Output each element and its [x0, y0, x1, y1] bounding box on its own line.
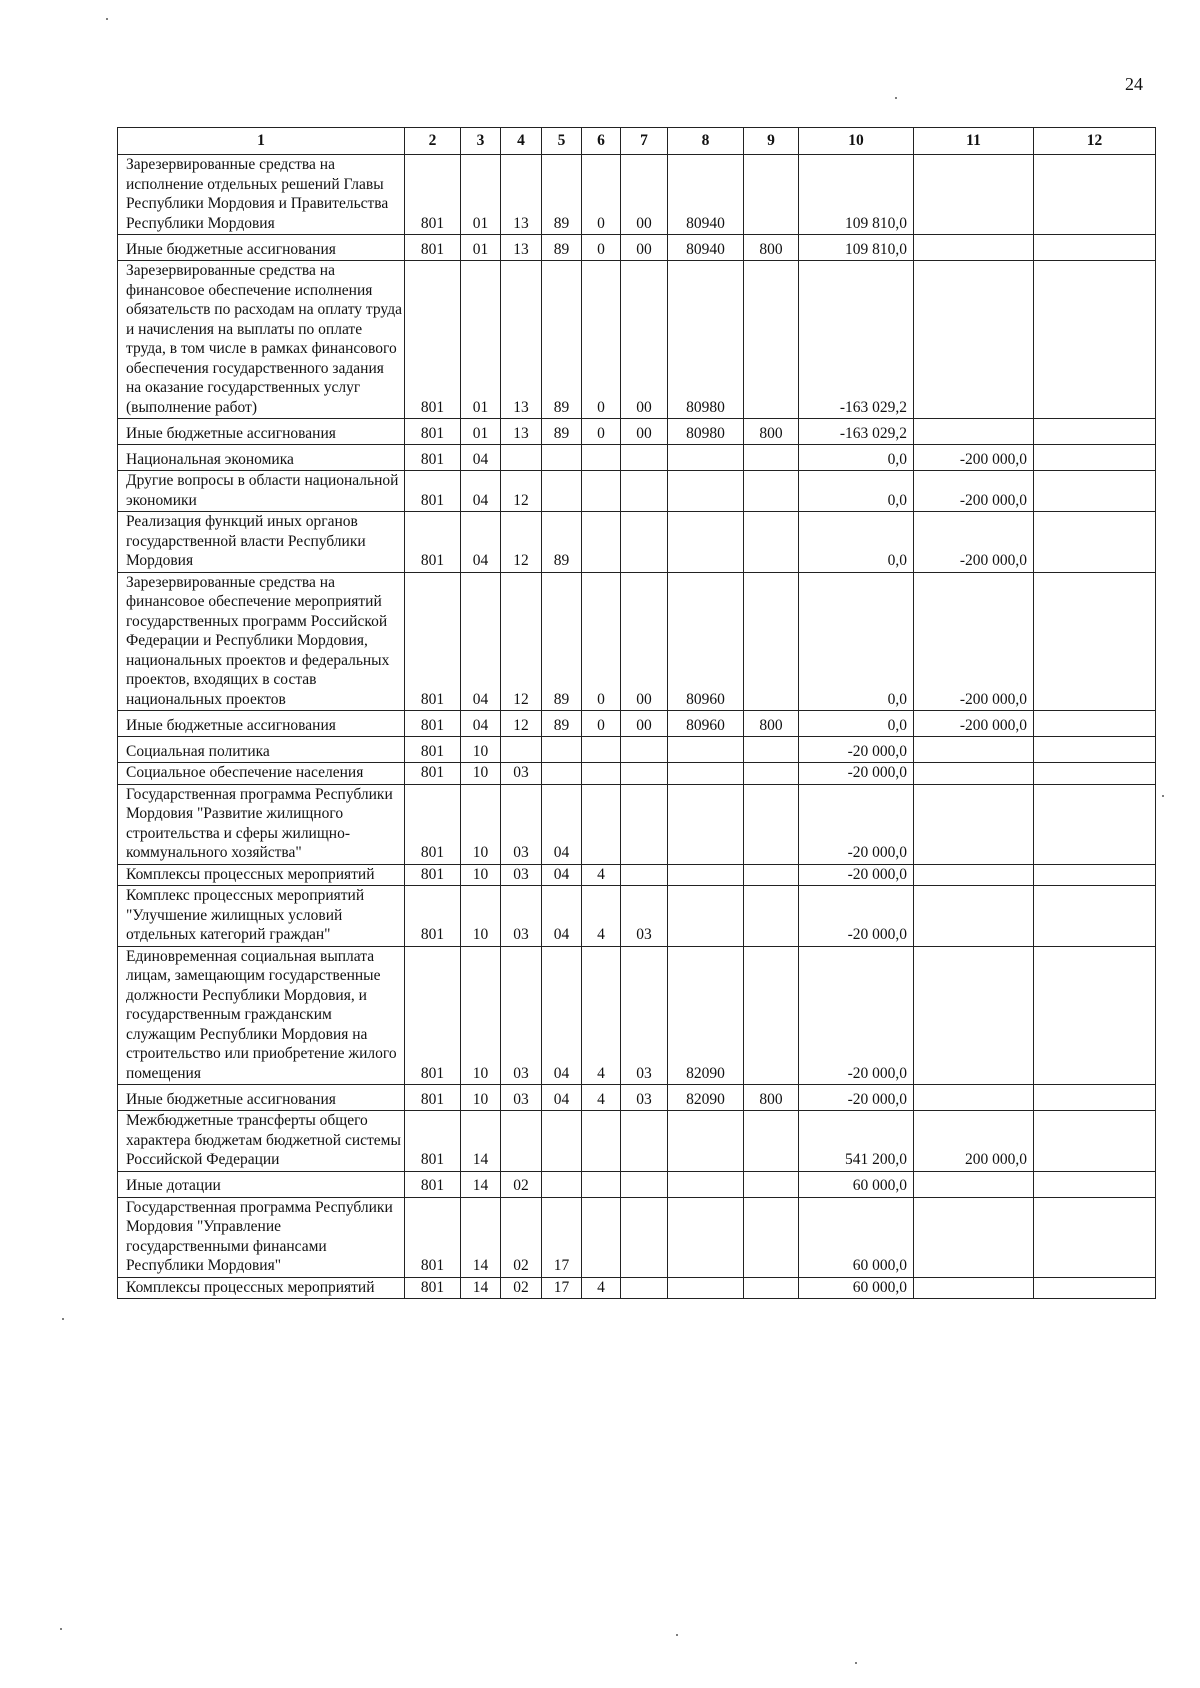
amount-2026-cell — [1034, 1277, 1156, 1299]
amount-2024-cell: 0,0 — [799, 572, 914, 711]
expense-type-code-cell — [744, 946, 799, 1085]
amount-2024-cell: -20 000,0 — [799, 886, 914, 947]
direction-code-cell — [668, 763, 744, 785]
amount-2024-cell: 109 810,0 — [799, 235, 914, 261]
direction-code-cell — [668, 784, 744, 864]
amount-2025-cell — [914, 1171, 1034, 1197]
row-name: Комплексы процессных мероприятий — [118, 1277, 405, 1299]
admin-code-cell: 801 — [405, 261, 461, 419]
amount-2026-cell — [1034, 711, 1156, 737]
amount-2025-cell — [914, 1085, 1034, 1111]
event-code-cell — [621, 1171, 668, 1197]
program-code-cell — [542, 445, 582, 471]
program-code-cell: 89 — [542, 572, 582, 711]
subsection-code-cell: 03 — [501, 886, 542, 947]
program-code-cell: 17 — [542, 1277, 582, 1299]
row-name: Комплексы процессных мероприятий — [118, 864, 405, 886]
amount-2025-cell: -200 000,0 — [914, 711, 1034, 737]
direction-code-cell: 80980 — [668, 419, 744, 445]
row-name: Другие вопросы в области национальной экономики — [118, 471, 405, 512]
column-header-7: 7 — [621, 128, 668, 155]
row-name: Единовременная социальная выплата лицам, замещающим государственные должности Республики Мордовия, и государственным гражданским служащим Республики Мордовия на строительство или приобретение жилого помещения — [118, 946, 405, 1085]
event-code-cell — [621, 1277, 668, 1299]
table-row — [118, 737, 1156, 763]
subprogram-code-cell — [582, 445, 621, 471]
table-row — [118, 763, 1156, 785]
subsection-code-cell: 13 — [501, 235, 542, 261]
admin-code-cell: 801 — [405, 572, 461, 711]
table-row — [118, 711, 1156, 737]
program-code-cell: 04 — [542, 886, 582, 947]
direction-code-cell — [668, 864, 744, 886]
expense-type-code-cell — [744, 864, 799, 886]
subprogram-code-cell: 4 — [582, 1277, 621, 1299]
row-name: Иные бюджетные ассигнования — [118, 235, 405, 261]
subsection-code-cell: 03 — [501, 946, 542, 1085]
amount-2024-cell: -20 000,0 — [799, 763, 914, 785]
amount-2025-cell — [914, 737, 1034, 763]
amount-2025-cell: -200 000,0 — [914, 471, 1034, 512]
subprogram-code-cell: 0 — [582, 155, 621, 235]
subprogram-code-cell — [582, 763, 621, 785]
table-row — [118, 512, 1156, 573]
column-header-10: 10 — [799, 128, 914, 155]
table-row — [118, 261, 1156, 419]
amount-2025-cell — [914, 155, 1034, 235]
admin-code-cell: 801 — [405, 235, 461, 261]
section-code-cell: 04 — [461, 512, 501, 573]
subsection-code-cell: 03 — [501, 864, 542, 886]
expense-type-code-cell — [744, 572, 799, 711]
subsection-code-cell: 02 — [501, 1171, 542, 1197]
section-code-cell: 04 — [461, 711, 501, 737]
event-code-cell — [621, 512, 668, 573]
column-header-5: 5 — [542, 128, 582, 155]
expense-type-code-cell — [744, 886, 799, 947]
expense-type-code-cell — [744, 155, 799, 235]
expense-type-code-cell — [744, 445, 799, 471]
row-name: Реализация функций иных органов государственной власти Республики Мордовия — [118, 512, 405, 573]
amount-2026-cell — [1034, 261, 1156, 419]
section-code-cell: 14 — [461, 1111, 501, 1172]
subsection-code-cell: 12 — [501, 711, 542, 737]
table-body — [118, 155, 1156, 1299]
event-code-cell — [621, 784, 668, 864]
amount-2026-cell — [1034, 946, 1156, 1085]
program-code-cell — [542, 737, 582, 763]
event-code-cell: 00 — [621, 572, 668, 711]
row-name: Социальное обеспечение населения — [118, 763, 405, 785]
budget-table-container — [117, 127, 1156, 1299]
event-code-cell: 00 — [621, 711, 668, 737]
section-code-cell: 04 — [461, 471, 501, 512]
scan-speck — [895, 97, 897, 99]
section-code-cell: 01 — [461, 419, 501, 445]
admin-code-cell: 801 — [405, 886, 461, 947]
subsection-code-cell: 03 — [501, 784, 542, 864]
program-code-cell: 04 — [542, 864, 582, 886]
amount-2024-cell: -163 029,2 — [799, 419, 914, 445]
admin-code-cell: 801 — [405, 763, 461, 785]
column-header-4: 4 — [501, 128, 542, 155]
subsection-code-cell: 13 — [501, 419, 542, 445]
subprogram-code-cell: 0 — [582, 419, 621, 445]
subprogram-code-cell: 4 — [582, 886, 621, 947]
admin-code-cell: 801 — [405, 419, 461, 445]
section-code-cell: 10 — [461, 784, 501, 864]
expense-type-code-cell: 800 — [744, 711, 799, 737]
program-code-cell: 17 — [542, 1197, 582, 1277]
subsection-code-cell — [501, 737, 542, 763]
table-row — [118, 886, 1156, 947]
row-name: Иные бюджетные ассигнования — [118, 419, 405, 445]
event-code-cell — [621, 1111, 668, 1172]
admin-code-cell: 801 — [405, 737, 461, 763]
table-row — [118, 1171, 1156, 1197]
table-row — [118, 235, 1156, 261]
row-name: Межбюджетные трансферты общего характера бюджетам бюджетной системы Российской Федерации — [118, 1111, 405, 1172]
subsection-code-cell — [501, 1111, 542, 1172]
subsection-code-cell: 03 — [501, 1085, 542, 1111]
subprogram-code-cell — [582, 1197, 621, 1277]
amount-2025-cell — [914, 864, 1034, 886]
event-code-cell: 03 — [621, 1085, 668, 1111]
row-name: Зарезервированные средства на исполнение отдельных решений Главы Республики Мордовия и Правительства Республики Мордовия — [118, 155, 405, 235]
amount-2024-cell: -20 000,0 — [799, 1085, 914, 1111]
scan-speck — [676, 1634, 678, 1636]
direction-code-cell — [668, 512, 744, 573]
subprogram-code-cell: 4 — [582, 864, 621, 886]
amount-2026-cell — [1034, 512, 1156, 573]
amount-2025-cell: 200 000,0 — [914, 1111, 1034, 1172]
subprogram-code-cell — [582, 471, 621, 512]
subprogram-code-cell — [582, 1171, 621, 1197]
section-code-cell: 14 — [461, 1197, 501, 1277]
amount-2024-cell: 0,0 — [799, 445, 914, 471]
amount-2025-cell: -200 000,0 — [914, 445, 1034, 471]
program-code-cell: 89 — [542, 419, 582, 445]
event-code-cell — [621, 445, 668, 471]
program-code-cell: 89 — [542, 155, 582, 235]
column-header-11: 11 — [914, 128, 1034, 155]
amount-2026-cell — [1034, 1111, 1156, 1172]
column-header-2: 2 — [405, 128, 461, 155]
event-code-cell: 00 — [621, 419, 668, 445]
section-code-cell: 10 — [461, 737, 501, 763]
amount-2024-cell: 541 200,0 — [799, 1111, 914, 1172]
direction-code-cell: 80960 — [668, 572, 744, 711]
amount-2024-cell: -20 000,0 — [799, 946, 914, 1085]
direction-code-cell — [668, 1197, 744, 1277]
expense-type-code-cell — [744, 261, 799, 419]
admin-code-cell: 801 — [405, 784, 461, 864]
table-row — [118, 1085, 1156, 1111]
section-code-cell: 04 — [461, 572, 501, 711]
admin-code-cell: 801 — [405, 155, 461, 235]
subprogram-code-cell: 0 — [582, 711, 621, 737]
amount-2026-cell — [1034, 886, 1156, 947]
program-code-cell — [542, 471, 582, 512]
amount-2026-cell — [1034, 1197, 1156, 1277]
direction-code-cell — [668, 1111, 744, 1172]
program-code-cell: 04 — [542, 946, 582, 1085]
section-code-cell: 04 — [461, 445, 501, 471]
subsection-code-cell — [501, 445, 542, 471]
column-header-8: 8 — [668, 128, 744, 155]
amount-2024-cell: 60 000,0 — [799, 1197, 914, 1277]
expense-type-code-cell — [744, 1197, 799, 1277]
row-name: Национальная экономика — [118, 445, 405, 471]
amount-2024-cell: 0,0 — [799, 711, 914, 737]
expense-type-code-cell — [744, 1277, 799, 1299]
expense-type-code-cell — [744, 512, 799, 573]
direction-code-cell: 80960 — [668, 711, 744, 737]
admin-code-cell: 801 — [405, 1277, 461, 1299]
scan-speck — [60, 1628, 62, 1630]
admin-code-cell: 801 — [405, 711, 461, 737]
row-name: Социальная политика — [118, 737, 405, 763]
amount-2025-cell — [914, 1197, 1034, 1277]
subsection-code-cell: 02 — [501, 1277, 542, 1299]
subsection-code-cell: 12 — [501, 512, 542, 573]
amount-2026-cell — [1034, 784, 1156, 864]
program-code-cell — [542, 1171, 582, 1197]
row-name: Государственная программа Республики Мордовия "Управление государственными финансами Республики Мордовия" — [118, 1197, 405, 1277]
amount-2026-cell — [1034, 763, 1156, 785]
subprogram-code-cell — [582, 784, 621, 864]
amount-2026-cell — [1034, 235, 1156, 261]
direction-code-cell — [668, 737, 744, 763]
scan-speck — [855, 1662, 857, 1664]
program-code-cell: 89 — [542, 235, 582, 261]
direction-code-cell: 80940 — [668, 235, 744, 261]
section-code-cell: 10 — [461, 946, 501, 1085]
amount-2024-cell: -20 000,0 — [799, 864, 914, 886]
direction-code-cell — [668, 471, 744, 512]
program-code-cell — [542, 763, 582, 785]
event-code-cell — [621, 763, 668, 785]
table-row — [118, 1197, 1156, 1277]
subprogram-code-cell: 4 — [582, 946, 621, 1085]
amount-2026-cell — [1034, 155, 1156, 235]
scan-speck — [106, 18, 108, 20]
admin-code-cell: 801 — [405, 512, 461, 573]
subprogram-code-cell — [582, 1111, 621, 1172]
amount-2024-cell: 60 000,0 — [799, 1277, 914, 1299]
column-header-1: 1 — [118, 128, 405, 155]
column-header-9: 9 — [744, 128, 799, 155]
event-code-cell: 00 — [621, 155, 668, 235]
expense-type-code-cell — [744, 784, 799, 864]
subsection-code-cell: 13 — [501, 155, 542, 235]
program-code-cell: 89 — [542, 711, 582, 737]
direction-code-cell — [668, 886, 744, 947]
amount-2024-cell: 0,0 — [799, 471, 914, 512]
column-header-12: 12 — [1034, 128, 1156, 155]
expense-type-code-cell — [744, 763, 799, 785]
subprogram-code-cell — [582, 737, 621, 763]
table-row — [118, 155, 1156, 235]
expense-type-code-cell — [744, 471, 799, 512]
amount-2025-cell — [914, 261, 1034, 419]
direction-code-cell: 80980 — [668, 261, 744, 419]
amount-2024-cell: -163 029,2 — [799, 261, 914, 419]
amount-2025-cell: -200 000,0 — [914, 512, 1034, 573]
table-row — [118, 1111, 1156, 1172]
row-name: Зарезервированные средства на финансовое обеспечение исполнения обязательств по расходам на оплату труда и начисления на выплаты по оплате труда, в том числе в рамках финансового обеспечения государственного задания на оказание государственных услуг (выполнение работ) — [118, 261, 405, 419]
scan-speck — [1162, 795, 1164, 797]
amount-2024-cell: -20 000,0 — [799, 737, 914, 763]
table-row — [118, 419, 1156, 445]
program-code-cell: 89 — [542, 512, 582, 573]
expense-type-code-cell: 800 — [744, 419, 799, 445]
amount-2025-cell — [914, 763, 1034, 785]
event-code-cell — [621, 864, 668, 886]
subprogram-code-cell: 4 — [582, 1085, 621, 1111]
amount-2026-cell — [1034, 1171, 1156, 1197]
amount-2026-cell — [1034, 737, 1156, 763]
table-row — [118, 864, 1156, 886]
row-name: Иные бюджетные ассигнования — [118, 1085, 405, 1111]
amount-2026-cell — [1034, 419, 1156, 445]
admin-code-cell: 801 — [405, 1197, 461, 1277]
subsection-code-cell: 12 — [501, 471, 542, 512]
direction-code-cell — [668, 445, 744, 471]
table-row — [118, 784, 1156, 864]
amount-2026-cell — [1034, 1085, 1156, 1111]
direction-code-cell: 80940 — [668, 155, 744, 235]
amount-2024-cell: 60 000,0 — [799, 1171, 914, 1197]
admin-code-cell: 801 — [405, 946, 461, 1085]
subsection-code-cell: 02 — [501, 1197, 542, 1277]
program-code-cell: 04 — [542, 1085, 582, 1111]
table-row — [118, 445, 1156, 471]
admin-code-cell: 801 — [405, 1085, 461, 1111]
section-code-cell: 01 — [461, 235, 501, 261]
amount-2026-cell — [1034, 572, 1156, 711]
expense-type-code-cell — [744, 1111, 799, 1172]
amount-2025-cell — [914, 235, 1034, 261]
program-code-cell: 89 — [542, 261, 582, 419]
row-name: Государственная программа Республики Мордовия "Развитие жилищного строительства и сферы жилищно-коммунального хозяйства" — [118, 784, 405, 864]
subprogram-code-cell: 0 — [582, 235, 621, 261]
subsection-code-cell: 13 — [501, 261, 542, 419]
amount-2025-cell — [914, 419, 1034, 445]
expense-type-code-cell — [744, 737, 799, 763]
direction-code-cell: 82090 — [668, 946, 744, 1085]
admin-code-cell: 801 — [405, 1111, 461, 1172]
section-code-cell: 01 — [461, 261, 501, 419]
event-code-cell: 00 — [621, 261, 668, 419]
program-code-cell — [542, 1111, 582, 1172]
section-code-cell: 10 — [461, 864, 501, 886]
admin-code-cell: 801 — [405, 471, 461, 512]
table-row — [118, 572, 1156, 711]
expense-type-code-cell: 800 — [744, 235, 799, 261]
section-code-cell: 01 — [461, 155, 501, 235]
amount-2025-cell — [914, 886, 1034, 947]
row-name: Комплекс процессных мероприятий "Улучшение жилищных условий отдельных категорий граждан" — [118, 886, 405, 947]
admin-code-cell: 801 — [405, 1171, 461, 1197]
amount-2026-cell — [1034, 471, 1156, 512]
scan-speck — [62, 1318, 64, 1320]
expense-type-code-cell — [744, 1171, 799, 1197]
budget-table — [117, 127, 1156, 1299]
expense-type-code-cell: 800 — [744, 1085, 799, 1111]
subprogram-code-cell: 0 — [582, 261, 621, 419]
amount-2026-cell — [1034, 864, 1156, 886]
event-code-cell: 03 — [621, 946, 668, 1085]
row-name: Иные бюджетные ассигнования — [118, 711, 405, 737]
column-header-6: 6 — [582, 128, 621, 155]
subprogram-code-cell — [582, 512, 621, 573]
table-header-row — [118, 128, 1156, 155]
subsection-code-cell: 12 — [501, 572, 542, 711]
subsection-code-cell: 03 — [501, 763, 542, 785]
section-code-cell: 10 — [461, 763, 501, 785]
direction-code-cell — [668, 1171, 744, 1197]
event-code-cell: 03 — [621, 886, 668, 947]
event-code-cell — [621, 1197, 668, 1277]
event-code-cell — [621, 471, 668, 512]
column-header-3: 3 — [461, 128, 501, 155]
admin-code-cell: 801 — [405, 445, 461, 471]
event-code-cell — [621, 737, 668, 763]
amount-2026-cell — [1034, 445, 1156, 471]
page-number: 24 — [1125, 74, 1143, 94]
amount-2024-cell: 0,0 — [799, 512, 914, 573]
row-name: Зарезервированные средства на финансовое обеспечение мероприятий государственных программ Российской Федерации и Республики Мордовия, национальных проектов и федеральных проектов, входящих в состав национальных проектов — [118, 572, 405, 711]
amount-2025-cell — [914, 784, 1034, 864]
amount-2024-cell: 109 810,0 — [799, 155, 914, 235]
amount-2025-cell: -200 000,0 — [914, 572, 1034, 711]
section-code-cell: 10 — [461, 1085, 501, 1111]
section-code-cell: 14 — [461, 1277, 501, 1299]
amount-2024-cell: -20 000,0 — [799, 784, 914, 864]
admin-code-cell: 801 — [405, 864, 461, 886]
section-code-cell: 10 — [461, 886, 501, 947]
table-row — [118, 946, 1156, 1085]
amount-2025-cell — [914, 1277, 1034, 1299]
row-name: Иные дотации — [118, 1171, 405, 1197]
table-row — [118, 1277, 1156, 1299]
amount-2025-cell — [914, 946, 1034, 1085]
event-code-cell: 00 — [621, 235, 668, 261]
program-code-cell: 04 — [542, 784, 582, 864]
section-code-cell: 14 — [461, 1171, 501, 1197]
direction-code-cell: 82090 — [668, 1085, 744, 1111]
direction-code-cell — [668, 1277, 744, 1299]
subprogram-code-cell: 0 — [582, 572, 621, 711]
table-row — [118, 471, 1156, 512]
